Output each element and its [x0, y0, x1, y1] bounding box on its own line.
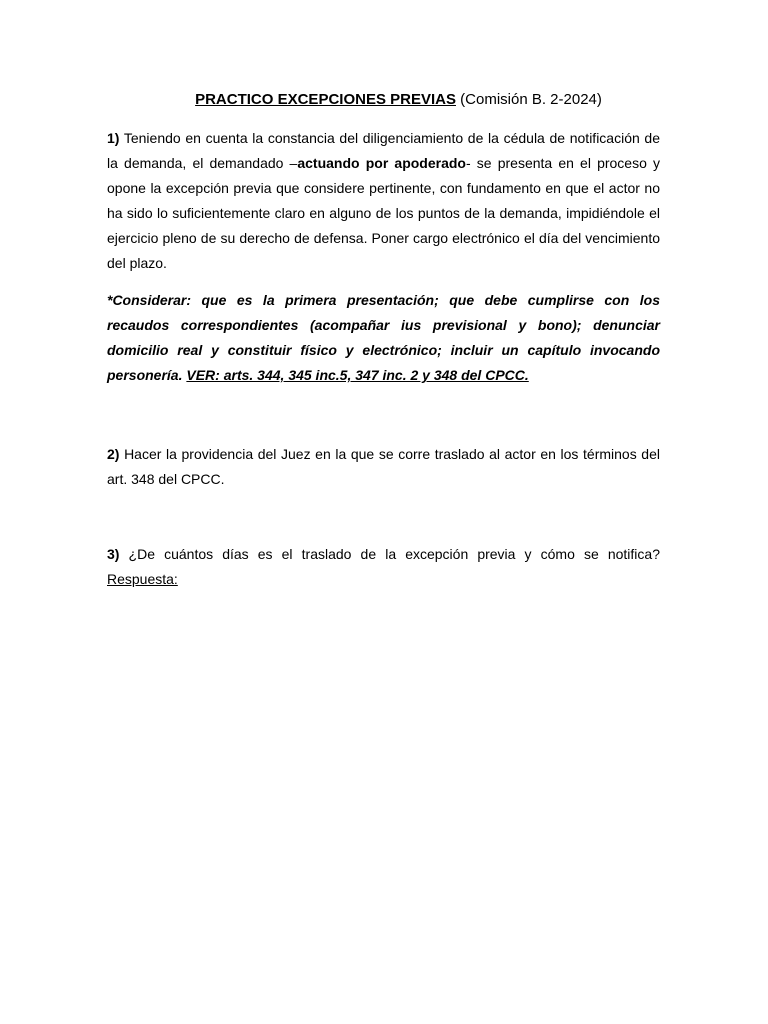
question-1-bold: actuando por apoderado [297, 155, 466, 171]
question-1-text-b: - se presenta en el proceso y opone la excepción previa que considere pertinente, con fundamento en que el actor no ha sido lo suficientemente claro en alguno de los puntos de la demanda, impidiéndole el ejercicio pleno de su derecho de defensa. Poner cargo electrónico el día del vencimiento del plazo. [107, 155, 661, 271]
answer-label: Respuesta: [107, 571, 178, 587]
question-3-text: ¿De cuántos días es el traslado de la excepción previa y cómo se notifica? [128, 546, 660, 562]
title-main: PRACTICO EXCEPCIONES PREVIAS [195, 91, 456, 108]
question-2-text: Hacer la providencia del Juez en la que se corre traslado al actor en los términos del art. 348 del CPCC. [107, 446, 660, 487]
question-2 [107, 442, 660, 492]
question-1 [107, 126, 660, 276]
consider-note [107, 288, 660, 388]
question-3 [107, 542, 660, 592]
consider-note-text: *Considerar: que es la primera presentación; que debe cumplirse con los recaudos correspondientes (acompañar ius previsional y bono); denunciar domicilio real y constituir físico y electrónico; incluir un capítulo invocando personería. [107, 292, 660, 383]
title-commission: (Comisión B. 2-2024) [460, 91, 602, 108]
question-3-number: 3) [107, 546, 120, 562]
question-1-text-a: Teniendo en cuenta la constancia del diligenciamiento de la cédula de notificación de la demanda, el demandado – [107, 130, 660, 171]
question-2-number: 2) [107, 446, 120, 462]
document-title [107, 88, 660, 112]
document-page [107, 88, 660, 592]
consider-note-reference: VER: arts. 344, 345 inc.5, 347 inc. 2 y 348 del CPCC. [186, 367, 529, 383]
question-1-number: 1) [107, 130, 120, 146]
